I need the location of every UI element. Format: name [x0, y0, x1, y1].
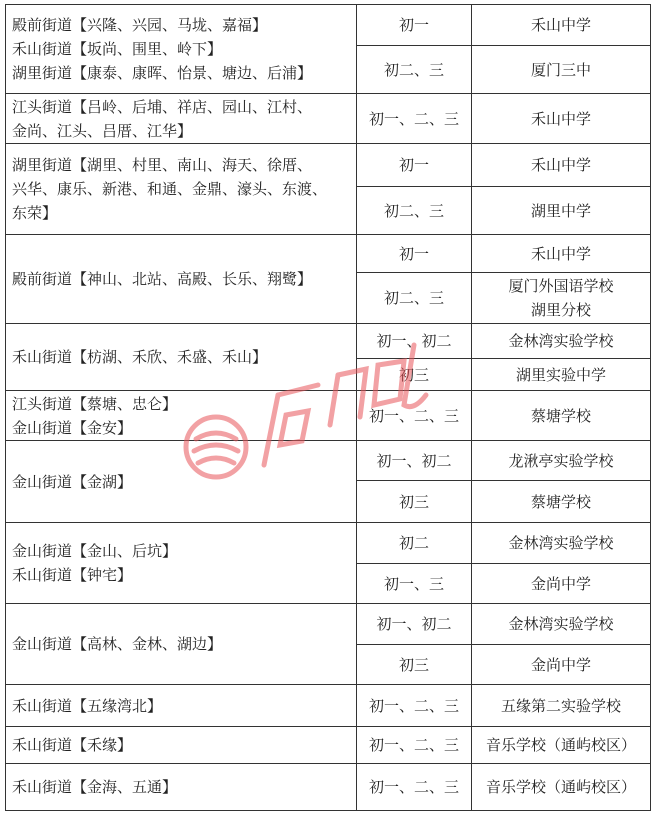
school-cell	[472, 481, 651, 523]
table-row	[6, 324, 651, 359]
area-cell	[6, 604, 357, 685]
school-name: 禾山中学	[530, 109, 591, 128]
area-line: 湖里街道【康泰、康晖、怡景、塘边、后浦】	[12, 64, 313, 82]
school-name: 湖里中学	[530, 201, 591, 220]
area-line: 金山街道【金安】	[12, 418, 133, 437]
school-cell	[472, 441, 651, 481]
area-cell	[6, 235, 357, 324]
area-line: 江头街道【吕岭、后埔、祥店、园山、江村、	[12, 97, 313, 116]
grade-cell: 初三	[357, 645, 472, 685]
grade-cell: 初一、二、三	[357, 94, 472, 144]
area-cell	[6, 144, 357, 235]
school-name: 厦门外国语学校	[508, 277, 614, 295]
area-line: 金山街道【金湖】	[12, 472, 133, 491]
area-line: 禾山街道【禾缘】	[12, 736, 133, 754]
area-cell	[6, 5, 357, 94]
table-row	[6, 5, 651, 46]
table-row	[6, 685, 651, 727]
table-row	[6, 523, 651, 564]
area-line: 金山街道【高林、金林、湖边】	[12, 635, 223, 653]
table-row	[6, 235, 651, 273]
area-line: 东荣】	[12, 204, 58, 222]
school-cell	[472, 391, 651, 441]
school-name: 金林湾实验学校	[508, 615, 614, 633]
table-row	[6, 764, 651, 811]
school-cell	[472, 94, 651, 144]
area-cell	[6, 324, 357, 391]
school-name: 禾山中学	[530, 156, 591, 174]
school-name: 金林湾实验学校	[508, 534, 614, 552]
school-cell	[472, 187, 651, 235]
school-cell	[472, 523, 651, 564]
school-name: 厦门三中	[530, 60, 591, 79]
area-line: 江头街道【蔡塘、忠仑】	[12, 394, 178, 413]
area-line: 禾山街道【枋湖、禾欣、禾盛、禾山】	[12, 348, 268, 366]
table-row	[6, 144, 651, 187]
school-name: 金林湾实验学校	[508, 332, 614, 350]
area-line: 金尚、江头、吕厝、江华】	[12, 121, 193, 140]
school-assignment-table	[5, 4, 651, 811]
table-body	[6, 5, 651, 811]
area-cell	[6, 523, 357, 604]
grade-cell: 初一、三	[357, 564, 472, 604]
area-line: 殿前街道【神山、北站、高殿、长乐、翔鹭】	[12, 270, 313, 288]
grade-cell: 初一、初二	[357, 604, 472, 645]
school-name: 音乐学校（通屿校区）	[485, 736, 636, 754]
grade-cell: 初一、二、三	[357, 685, 472, 727]
grade-cell: 初一、初二	[357, 441, 472, 481]
area-line: 湖里街道【湖里、村里、南山、海天、徐厝、	[12, 156, 313, 174]
school-name: 金尚中学	[530, 574, 591, 593]
grade-cell: 初一	[357, 235, 472, 273]
school-cell	[472, 645, 651, 685]
grade-cell: 初二、三	[357, 273, 472, 324]
grade-cell: 初一、初二	[357, 324, 472, 359]
school-cell	[472, 764, 651, 811]
grade-cell: 初二	[357, 523, 472, 564]
school-name: 湖里实验中学	[515, 365, 606, 384]
area-cell	[6, 685, 357, 727]
grade-cell: 初三	[357, 359, 472, 391]
table-row	[6, 94, 651, 144]
area-line: 禾山街道【五缘湾北】	[12, 696, 163, 715]
school-cell	[472, 324, 651, 359]
school-cell	[472, 564, 651, 604]
area-cell	[6, 727, 357, 764]
area-line: 禾山街道【钟宅】	[12, 566, 133, 584]
school-name: 音乐学校（通屿校区）	[485, 778, 636, 796]
table-row	[6, 441, 651, 481]
area-cell	[6, 391, 357, 441]
school-name: 禾山中学	[530, 16, 591, 34]
school-name: 蔡塘学校	[530, 492, 591, 511]
school-cell	[472, 359, 651, 391]
area-cell	[6, 94, 357, 144]
area-line: 殿前街道【兴隆、兴园、马垅、嘉福】	[12, 16, 268, 34]
school-name: 禾山中学	[530, 244, 591, 263]
school-cell	[472, 604, 651, 645]
table-row	[6, 604, 651, 645]
school-cell	[472, 144, 651, 187]
school-cell	[472, 273, 651, 324]
school-name: 金尚中学	[530, 655, 591, 674]
area-cell	[6, 764, 357, 811]
school-cell	[472, 5, 651, 46]
school-cell	[472, 235, 651, 273]
table-row	[6, 727, 651, 764]
table-row	[6, 391, 651, 441]
school-cell	[472, 727, 651, 764]
school-cell	[472, 685, 651, 727]
school-name: 五缘第二实验学校	[500, 696, 621, 715]
grade-cell: 初二、三	[357, 46, 472, 94]
grade-cell: 初一、二、三	[357, 391, 472, 441]
area-cell	[6, 441, 357, 523]
area-line: 金山街道【金山、后坑】	[12, 542, 178, 560]
school-name: 湖里分校	[530, 301, 591, 319]
grade-cell: 初一、二、三	[357, 727, 472, 764]
grade-cell: 初二、三	[357, 187, 472, 235]
grade-cell: 初一	[357, 5, 472, 46]
area-line: 兴华、康乐、新港、和通、金鼎、濠头、东渡、	[12, 180, 328, 198]
area-line: 禾山街道【坂尚、围里、岭下】	[12, 40, 223, 58]
grade-cell: 初一	[357, 144, 472, 187]
grade-cell: 初三	[357, 481, 472, 523]
school-name: 蔡塘学校	[530, 406, 591, 425]
grade-cell: 初一、二、三	[357, 764, 472, 811]
area-line: 禾山街道【金海、五通】	[12, 778, 178, 796]
school-name: 龙湫亭实验学校	[508, 451, 614, 470]
school-cell	[472, 46, 651, 94]
